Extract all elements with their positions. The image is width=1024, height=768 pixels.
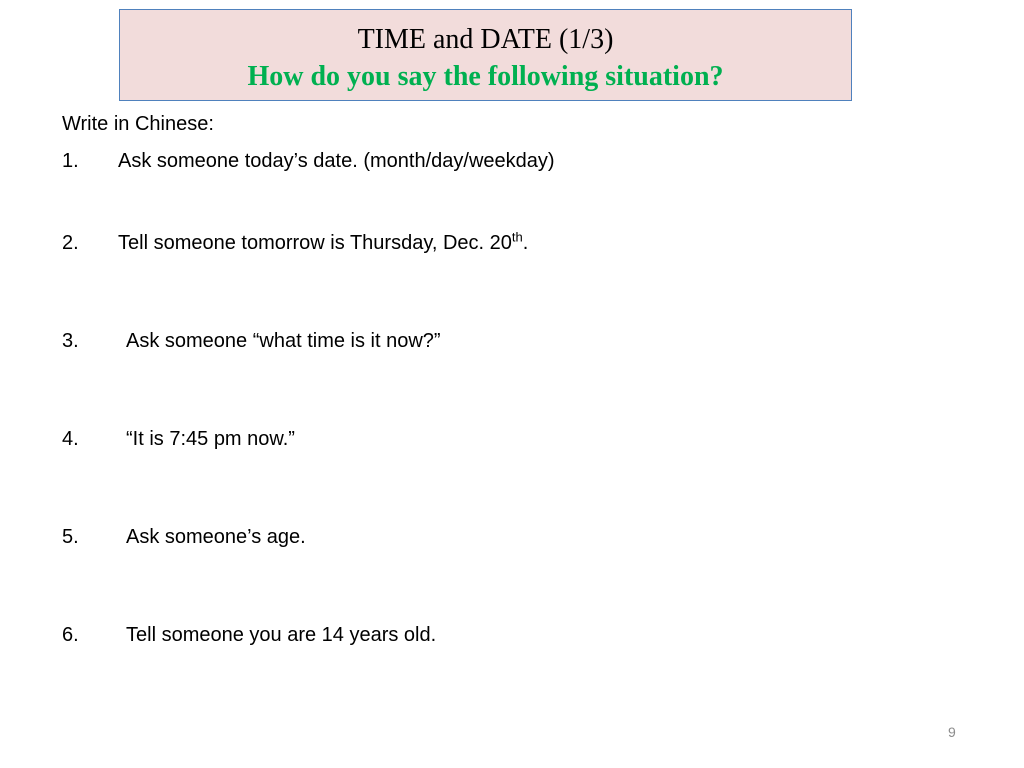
list-item (62, 328, 441, 354)
ordinal-superscript: th (511, 229, 523, 245)
slide-title: TIME and DATE (1/3) (357, 24, 614, 55)
list-item-text: Ask someone’s age. (126, 526, 306, 548)
list-item (62, 230, 528, 256)
page-number: 9 (948, 724, 956, 740)
list-item-text: Ask someone today’s date. (month/day/weekday) (118, 150, 555, 172)
list-item-number: 3. (62, 330, 79, 352)
instruction-text: Write in Chinese: (62, 113, 214, 135)
slide-subtitle: How do you say the following situation? (247, 61, 724, 92)
list-item-number: 1. (62, 150, 79, 172)
list-item-number: 4. (62, 428, 79, 450)
list-item-text: Tell someone you are 14 years old. (126, 624, 437, 646)
list-item-suffix: . (522, 232, 529, 254)
slide-title-box (119, 9, 852, 101)
list-item (62, 524, 306, 550)
list-item-text: Ask someone “what time is it now?” (126, 330, 441, 352)
list-item (62, 426, 295, 452)
list-item-text: “It is 7:45 pm now.” (126, 428, 295, 450)
list-item-number: 2. (62, 232, 79, 254)
list-item-number: 6. (62, 624, 79, 646)
list-item-text: Tell someone tomorrow is Thursday, Dec. 20 (118, 232, 512, 254)
list-item-number: 5. (62, 526, 79, 548)
list-item (62, 622, 436, 648)
list-item (62, 148, 555, 174)
